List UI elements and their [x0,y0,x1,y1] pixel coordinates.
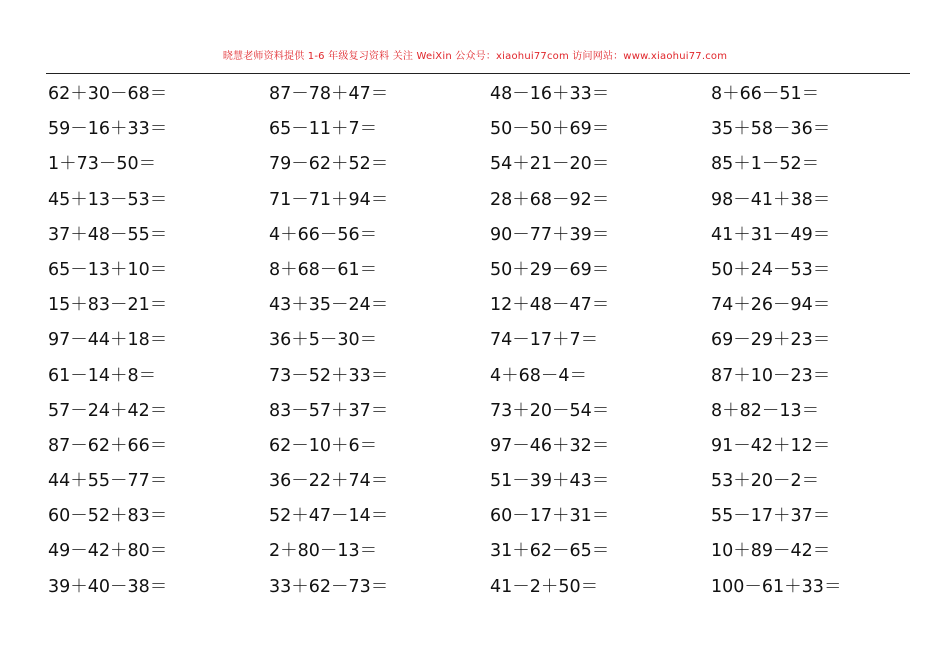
math-problem: 50＋29－69＝ [490,259,610,280]
math-problem: 65－11＋7＝ [269,119,378,140]
math-problem: 4＋68－4＝ [490,365,588,386]
math-problem: 60－52＋83＝ [48,506,168,527]
math-problem: 50－50＋69＝ [490,119,610,140]
math-problem: 51－39＋43＝ [490,471,610,492]
math-problem: 79－62＋52＝ [269,154,389,175]
math-problem: 41＋31－49＝ [711,224,831,245]
math-problem: 97－46＋32＝ [490,435,610,456]
math-problem: 83－57＋37＝ [269,400,389,421]
math-problem: 44＋55－77＝ [48,471,168,492]
math-problem: 1＋73－50＝ [48,154,157,175]
math-problem: 39＋40－38＝ [48,576,168,597]
arithmetic-problem-grid [48,80,932,608]
math-problem: 97－44＋18＝ [48,330,168,351]
math-problem: 8＋68－61＝ [269,259,378,280]
math-problem: 57－24＋42＝ [48,400,168,421]
math-problem: 12＋48－47＝ [490,295,610,316]
math-problem: 98－41＋38＝ [711,189,831,210]
math-problem: 53＋20－2＝ [711,471,820,492]
math-problem: 87＋10－23＝ [711,365,831,386]
math-problem: 8＋66－51＝ [711,84,820,104]
math-problem: 28＋68－92＝ [490,189,610,210]
math-problem: 45＋13－53＝ [48,189,168,210]
math-problem: 41－2＋50＝ [490,576,599,597]
math-problem: 87－62＋66＝ [48,435,168,456]
math-problem: 36＋5－30＝ [269,330,378,351]
header-divider [46,73,910,74]
math-problem: 48－16＋33＝ [490,84,610,104]
math-problem: 8＋82－13＝ [711,400,820,421]
math-problem: 74＋26－94＝ [711,295,831,316]
math-problem: 4＋66－56＝ [269,224,378,245]
math-problem: 62＋30－68＝ [48,84,168,104]
math-problem: 2＋80－13＝ [269,541,378,562]
math-problem: 50＋24－53＝ [711,259,831,280]
math-problem: 43＋35－24＝ [269,295,389,316]
math-problem: 65－13＋10＝ [48,259,168,280]
math-problem: 52＋47－14＝ [269,506,389,527]
math-problem: 59－16＋33＝ [48,119,168,140]
math-problem: 69－29＋23＝ [711,330,831,351]
math-problem: 49－42＋80＝ [48,541,168,562]
math-problem: 73－52＋33＝ [269,365,389,386]
math-problem: 36－22＋74＝ [269,471,389,492]
math-problem: 31＋62－65＝ [490,541,610,562]
math-problem: 71－71＋94＝ [269,189,389,210]
header-promo-text: 晓慧老师资料提供 1-6 年级复习资料 关注 WeiXin 公众号：xiaohui77com 访问网站：www.xiaohui77.com [222,51,728,62]
math-problem: 37＋48－55＝ [48,224,168,245]
math-problem: 74－17＋7＝ [490,330,599,351]
math-problem: 87－78＋47＝ [269,84,389,104]
math-problem: 62－10＋6＝ [269,435,378,456]
math-problem: 55－17＋37＝ [711,506,831,527]
math-problem: 85＋1－52＝ [711,154,820,175]
math-problem: 73＋20－54＝ [490,400,610,421]
math-problem: 35＋58－36＝ [711,119,831,140]
math-problem: 60－17＋31＝ [490,506,610,527]
math-problem: 61－14＋8＝ [48,365,157,386]
math-problem: 15＋83－21＝ [48,295,168,316]
math-problem: 54＋21－20＝ [490,154,610,175]
math-problem: 91－42＋12＝ [711,435,831,456]
math-problem: 100－61＋33＝ [711,576,842,597]
math-problem: 90－77＋39＝ [490,224,610,245]
math-problem: 10＋89－42＝ [711,541,831,562]
math-problem: 33＋62－73＝ [269,576,389,597]
